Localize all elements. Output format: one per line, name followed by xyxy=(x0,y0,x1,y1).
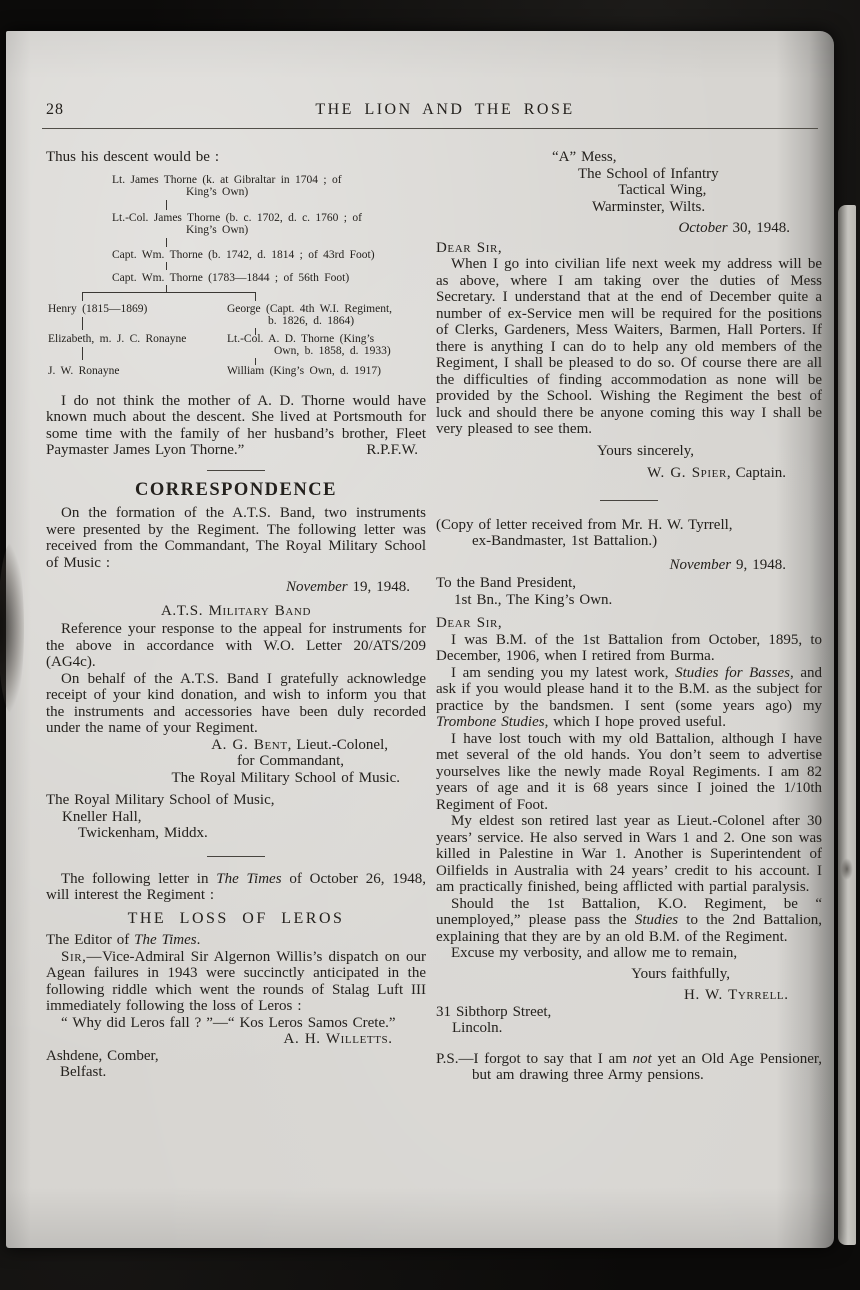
descent-note: I do not think the mother of A. D. Thorne would have known much about the descent. She lived at Portsmouth for some time with the family of her husband’s brother, Fleet Paymaster James Lyon Thorne.” xyxy=(46,392,426,458)
tree-connector xyxy=(166,285,167,292)
address-line: The Royal Military School of Music, xyxy=(46,792,275,808)
tyrrell-paragraph-4: My eldest son retired last year as Lieut.-Colonel after 30 years’ service. He also served in Wars 1 and 2. One son was killed in Palestine in War 1. Another is Superintendent of Oilfields in Australia with 24 years’ credit to his account. I am practically finished, being afflicted with partial paralysis. xyxy=(436,813,822,895)
tree-node-elizabeth: Elizabeth, m. J. C. Ronayne xyxy=(48,332,187,345)
postscript: P.S.—I forgot to say that I am not yet an Old Age Pensioner, but am drawing three Army pensions. xyxy=(436,1050,823,1083)
spier-address xyxy=(436,149,822,215)
tyrrell-paragraph-3: I have lost touch with my old Battalion, although I have met several of the old hands. You don’t seem to advertise yourselves like the newly made Royal Regiments. I am 82 years of age and it is 68 years since I joined the 1/10th Regiment of Foot. xyxy=(436,730,822,813)
spier-signature: W. G. Spier, Captain. xyxy=(647,465,786,481)
address-line: Warminster, Wilts. xyxy=(592,198,706,215)
tree-connector xyxy=(82,292,83,301)
leros-heading: THE LOSS OF LEROS xyxy=(127,909,345,927)
address-line: Lincoln. xyxy=(452,1020,503,1036)
tree-node-william: William (King’s Own, d. 1917) xyxy=(227,364,381,377)
letter-subject: A.T.S. Military Band xyxy=(160,602,312,619)
ink-smudge xyxy=(841,858,853,880)
address-line: Tactical Wing, xyxy=(618,182,707,198)
address-line: Kneller Hall, xyxy=(62,808,142,825)
tree-node-gen1-cont: King’s Own) xyxy=(186,185,249,198)
tree-branch-line xyxy=(82,292,256,293)
address-line: The School of Infantry xyxy=(578,165,719,182)
tree-connector xyxy=(166,200,167,210)
closing: Yours faithfully, xyxy=(631,965,730,982)
tree-node-gen2-cont: King’s Own) xyxy=(186,223,249,236)
descent-intro: Thus his descent would be : xyxy=(46,149,220,165)
tyrrell-paragraph-6: Excuse my verbosity, and allow me to remain, xyxy=(451,945,738,961)
family-tree xyxy=(46,172,426,386)
spier-body: When I go into civilian life next week my address will be as above, where I am taking over the duties of Mess Secretary. I understand that at the end of December quite a number of ex-Service men will be required for the positions of Clerks, Gardeners, Mess Waiters, Barmen, Hall Porters. If there is anything I can do to help any old members of the Regiment, I shall be pleased to do so. Of course there are all the difficulties of finding accommodation as none will be provided by the School. Wishing the Regiment the best of luck and should there be anyone coming this way I shall be very pleased to see them. xyxy=(436,256,822,437)
descent-note-initials: R.P.F.W. xyxy=(366,442,418,458)
tree-connector xyxy=(82,317,83,330)
address-line: Twickenham, Middx. xyxy=(78,825,208,841)
tree-node-henry: Henry (1815—1869) xyxy=(48,302,148,315)
ats-paragraph-2: On behalf of the A.T.S. Band I gratefully acknowledge receipt of your kind donation, and wish to inform you that the instruments and accessories have been duly recorded under the name of your Regiment. xyxy=(46,670,426,736)
tyrrell-paragraph-1: I was B.M. of the 1st Battalion from October, 1895, to December, 1906, when I retired from Burma. xyxy=(436,631,822,664)
ats-signature: A. G. Bent, Lieut.-Colonel, xyxy=(211,736,388,753)
tree-connector xyxy=(166,262,167,270)
address-line: 1st Bn., The King’s Own. xyxy=(454,591,613,608)
tree-node-george-cont: b. 1826, d. 1864) xyxy=(268,314,355,327)
tree-node-adthorne: Lt.-Col. A. D. Thorne (King’s xyxy=(227,332,375,345)
page-number: 28 xyxy=(46,101,64,118)
leros-paragraph-1: Sir,—Vice-Admiral Sir Algernon Willis’s dispatch on our Agean failures in 1943 were succinctly anticipated in the following riddle which went the rounds of Stalag Luft III immediately following the loss of Leros : xyxy=(46,948,426,1014)
section-divider xyxy=(600,500,658,501)
salutation: Dear Sir, xyxy=(436,239,503,256)
tyrrell-address xyxy=(436,1004,822,1037)
page-title: THE LION AND THE ROSE xyxy=(315,101,575,118)
section-divider xyxy=(207,470,265,471)
times-intro: The following letter in The Times of October 26, 1948, will interest the Regiment : xyxy=(46,870,426,903)
finger-shadow xyxy=(0,543,24,713)
address-line: “A” Mess, xyxy=(552,149,617,165)
closing: Yours sincerely, xyxy=(596,442,694,459)
adjacent-page-edge xyxy=(838,205,856,1245)
tree-node-gen1: Lt. James Thorne (k. at Gibraltar in 1704 ; of xyxy=(112,173,342,186)
tree-connector xyxy=(255,358,256,365)
tree-node-gen3: Capt. Wm. Thorne (b. 1742, d. 1814 ; of 43rd Foot) xyxy=(112,248,375,261)
address-line: To the Band President, xyxy=(436,575,577,591)
section-divider xyxy=(207,856,265,857)
tree-connector xyxy=(166,238,167,247)
tyrrell-to-block xyxy=(436,575,822,608)
correspondence-intro: On the formation of the A.T.S. Band, two instruments were presented by the Regiment. The following letter was received from the Commandant, The Royal Military School of Music : xyxy=(46,505,426,571)
leros-address xyxy=(46,1048,426,1081)
letter-date: October 30, 1948. xyxy=(678,220,790,236)
ats-signature-line2: for Commandant, xyxy=(236,753,344,769)
address-line: Ashdene, Comber, xyxy=(46,1047,159,1064)
salutation: Dear Sir, xyxy=(436,615,503,631)
tyrrell-paragraph-2: I am sending you my latest work, Studies for Basses, and ask if you would please hand it to the B.M. as the subject for practice by the bandsmen. I sent (some years ago) my Trombone Studies, which I hope proved useful. xyxy=(436,664,822,730)
leros-paragraph-2: “ Why did Leros fall ? ”—“ Kos Leros Samos Crete.” xyxy=(61,1014,396,1031)
page-header xyxy=(42,101,818,129)
tree-node-gen2: Lt.-Col. James Thorne (b. c. 1702, d. c. 1760 ; of xyxy=(112,211,362,224)
letter-date: November 9, 1948. xyxy=(669,556,786,573)
left-column xyxy=(46,149,426,1081)
tree-node-adthorne-cont: Own, b. 1858, d. 1933) xyxy=(274,344,391,357)
correspondence-heading: CORRESPONDENCE xyxy=(135,479,337,500)
right-column xyxy=(436,149,822,1084)
ats-paragraph-1: Reference your response to the appeal for instruments for the above in accordance with W.O. Letter 20/ATS/209 (AG4c). xyxy=(46,621,426,670)
tyrrell-signature: H. W. Tyrrell. xyxy=(684,987,788,1003)
copy-note: (Copy of letter received from Mr. H. W. Tyrrell, ex-Bandmaster, 1st Battalion.) xyxy=(436,516,733,549)
tyrrell-paragraph-5: Should the 1st Battalion, K.O. Regiment, be “ unemployed,” please pass the Studies to the 2nd Battalion, explaining that they are by an old B.M. of the Regiment. xyxy=(436,895,822,945)
tree-connector xyxy=(255,292,256,301)
ats-return-address xyxy=(46,792,426,842)
tree-node-george: George (Capt. 4th W.I. Regiment, xyxy=(227,302,393,315)
leros-signature: A. H. Willetts. xyxy=(283,1031,392,1047)
letter-date: November 19, 1948. xyxy=(285,579,410,595)
tree-connector xyxy=(82,347,83,360)
tree-node-gen4: Capt. Wm. Thorne (1783—1844 ; of 56th Foot) xyxy=(112,271,350,284)
address-line: Belfast. xyxy=(60,1064,107,1080)
address-line: 31 Sibthorp Street, xyxy=(436,1003,552,1020)
leros-editor-line: The Editor of The Times. xyxy=(46,932,201,948)
tree-node-jwronayne: J. W. Ronayne xyxy=(48,364,120,377)
ats-signature-line3: The Royal Military School of Music. xyxy=(171,769,400,786)
magazine-page xyxy=(6,31,834,1248)
